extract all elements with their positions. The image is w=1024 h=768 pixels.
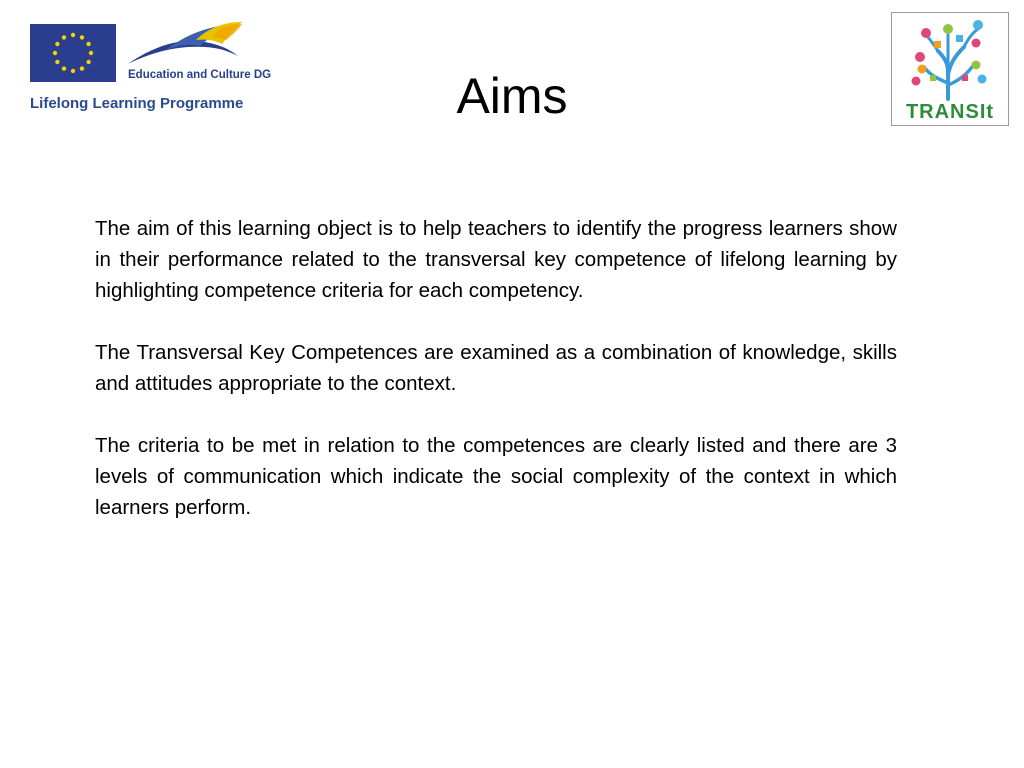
llp-programme-label: Lifelong Learning Programme: [30, 95, 244, 112]
aims-paragraph: The aim of this learning object is to help teachers to identify the progress learners show in their performance related to the transversal key competence of lifelong learning by highlighting competence criteria for each competency.: [95, 217, 897, 302]
criteria-paragraph: The criteria to be met in relation to the competences are clearly listed and there are 3 levels of communication which indicate the social complexity of the context in which learners perform.: [95, 434, 897, 519]
transit-wordmark: TRANSIt: [905, 101, 995, 123]
eu-dg-label: Education and Culture DG: [128, 69, 272, 81]
transit-logo: [891, 12, 1009, 126]
competences-paragraph: The Transversal Key Competences are examined as a combination of knowledge, skills and attitudes appropriate to the context.: [95, 341, 897, 395]
slide-body: [95, 213, 897, 554]
slide-title: Aims: [456, 68, 568, 124]
